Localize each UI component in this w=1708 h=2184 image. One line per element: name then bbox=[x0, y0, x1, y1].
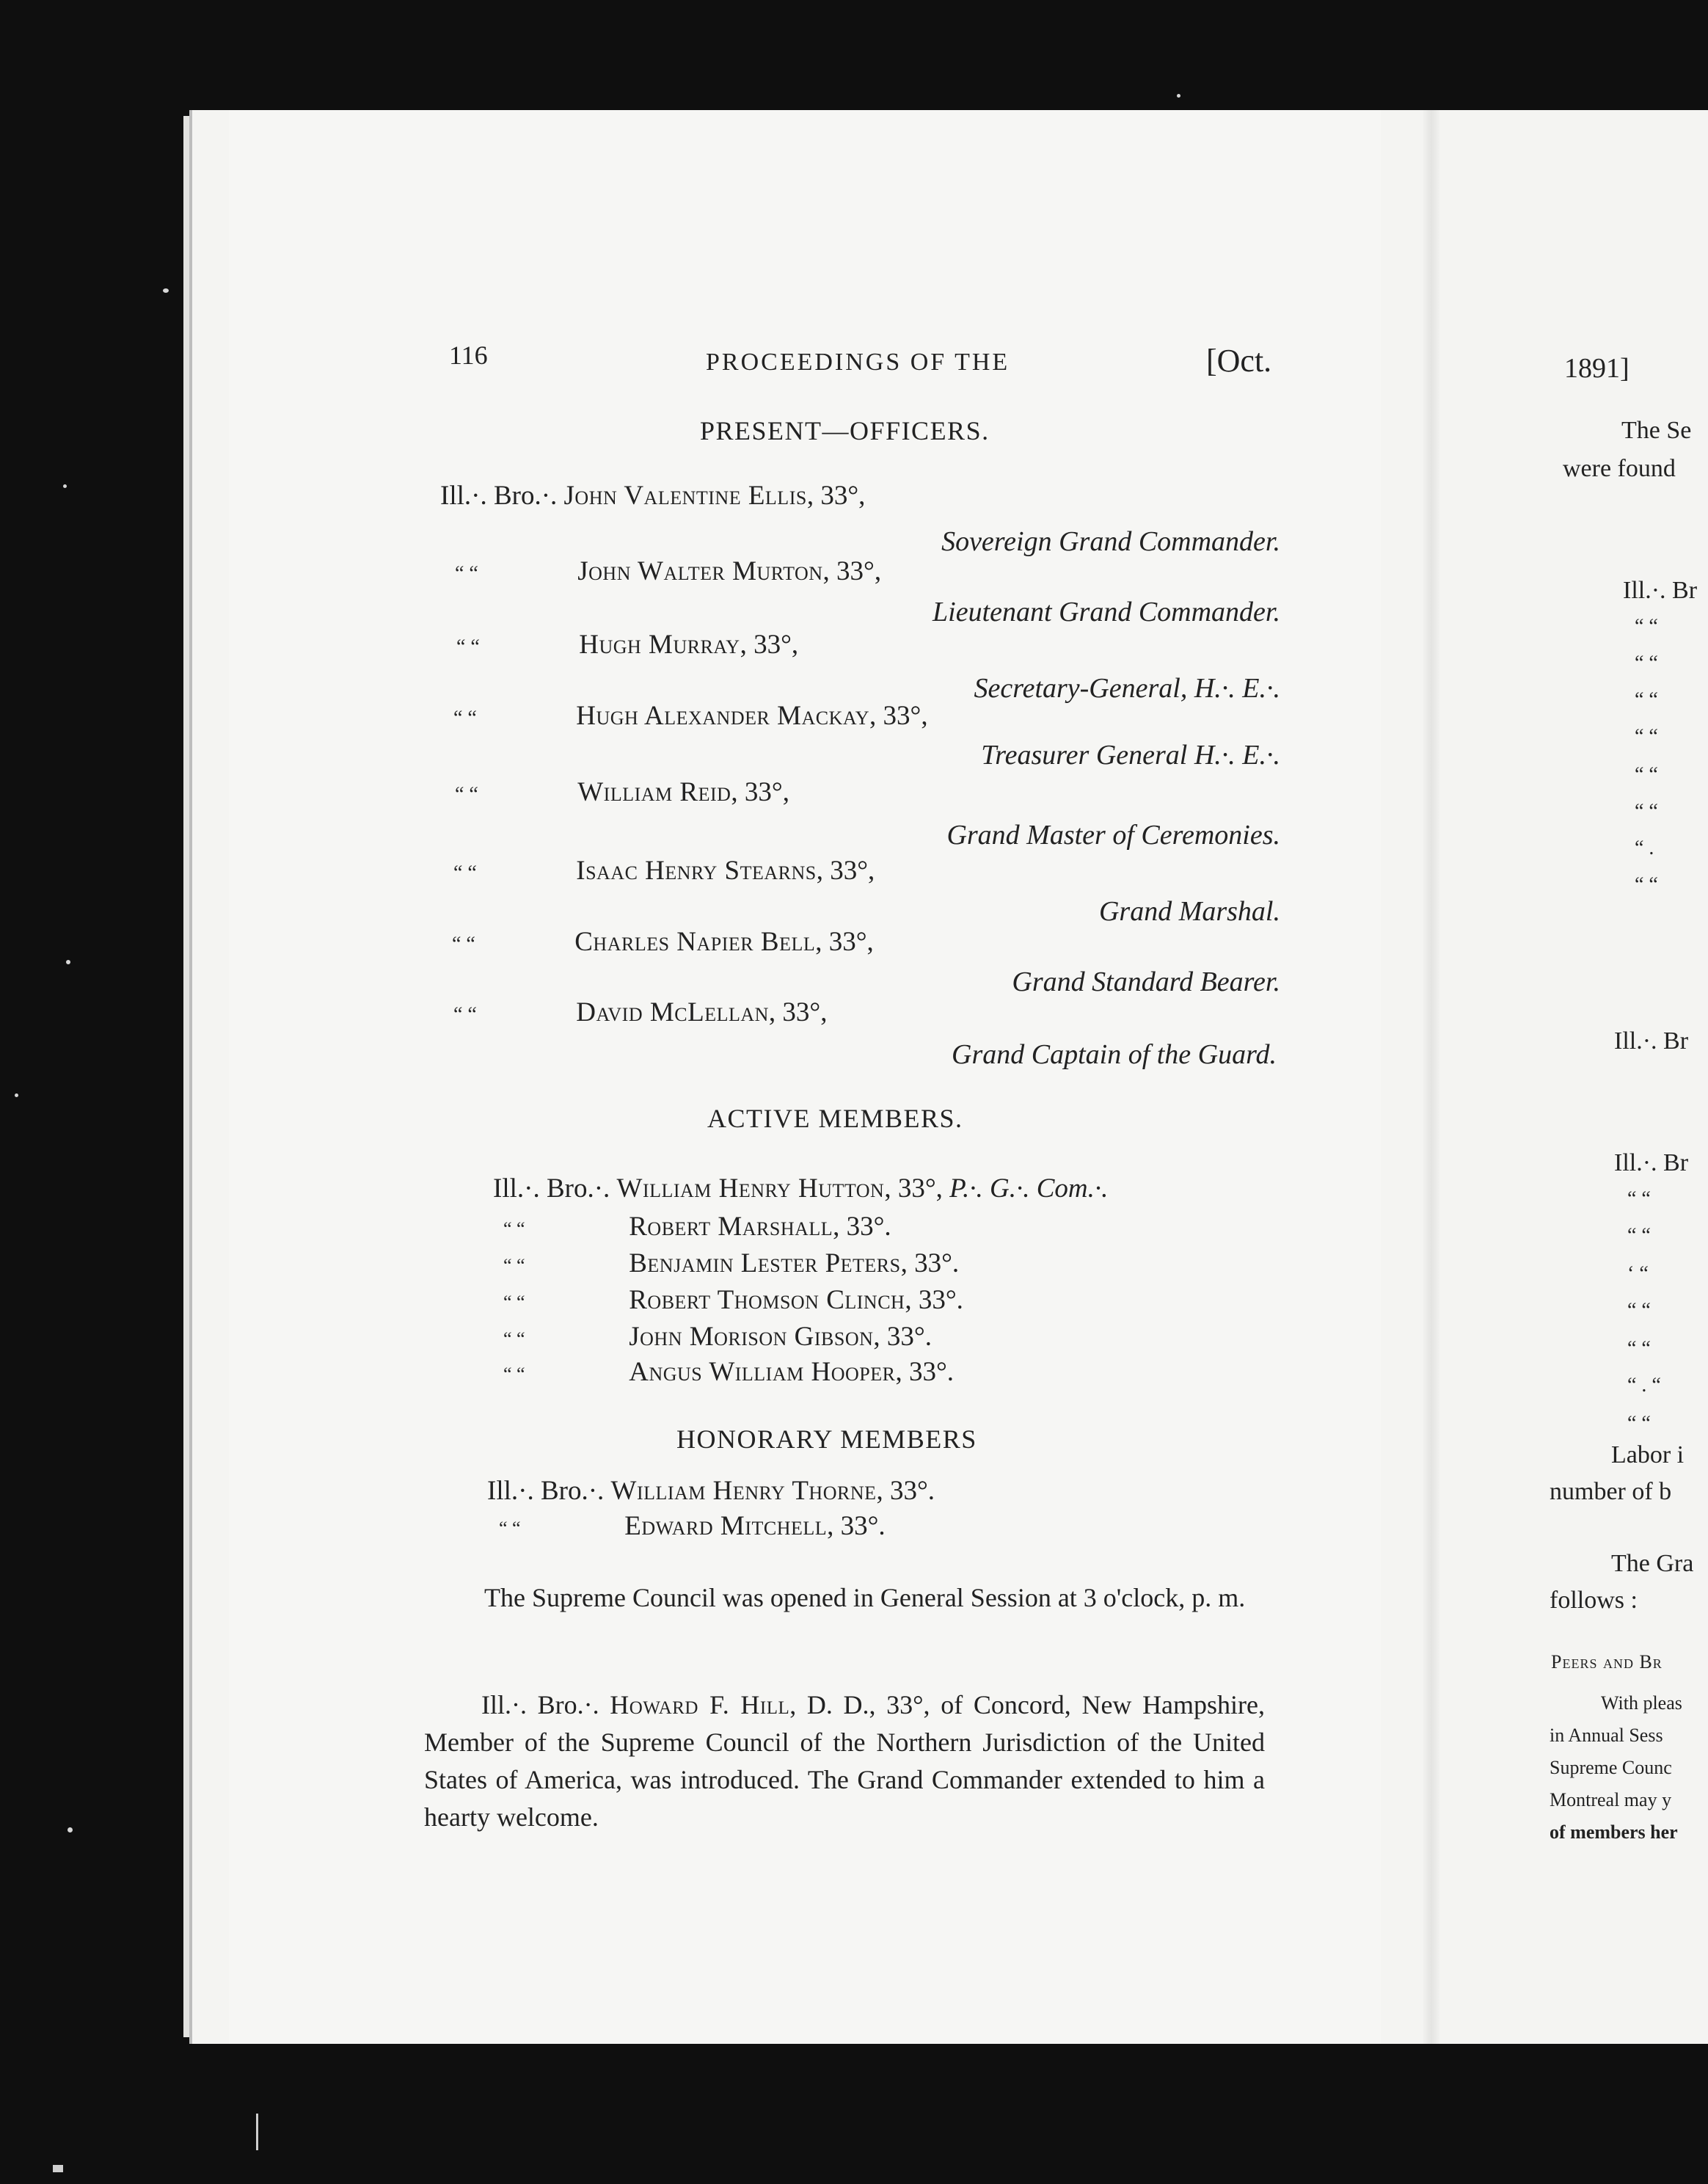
member-prefix: “ “ bbox=[499, 1518, 521, 1539]
right-single-line: Ill.·. Br bbox=[1614, 1027, 1689, 1055]
officer-line: “ “ Hugh Murray, 33°, bbox=[456, 630, 799, 660]
right-ditto: “ “ bbox=[1627, 1224, 1651, 1247]
right-ditto: “ . “ bbox=[1627, 1374, 1661, 1397]
right-small-line: Montreal may y bbox=[1550, 1789, 1672, 1810]
intro-prefix: Ill.·. Bro.·. bbox=[481, 1690, 599, 1719]
officer-name: John Walter Murton bbox=[577, 556, 823, 586]
officer-degree: 33°, bbox=[782, 997, 828, 1027]
right-small-line: Supreme Counc bbox=[1550, 1757, 1672, 1778]
officer-prefix: Ill.·. Bro.·. bbox=[440, 481, 558, 511]
intro-rest: , D. D., 33°, of Concord, New Hampshire, Member of the Supreme Council of the Northern Jurisdiction of the United States of America, was introduced. The Grand Commander extended to him a hearty welcome. bbox=[424, 1690, 1266, 1832]
officer-line: “ “ David McLellan, 33°, bbox=[453, 997, 828, 1027]
member-degree: 33°. bbox=[889, 1476, 935, 1506]
member-degree: 33°, bbox=[897, 1173, 943, 1204]
officer-title: Treasurer General H.·. E.·. bbox=[981, 740, 1280, 771]
officer-title: Grand Marshal. bbox=[1098, 896, 1280, 927]
member-degree: 33°. bbox=[840, 1511, 886, 1541]
member-prefix: “ “ bbox=[503, 1218, 525, 1240]
member-name: Edward Mitchell bbox=[624, 1511, 828, 1541]
film-scratch bbox=[53, 2165, 63, 2172]
right-small-line: With pleas bbox=[1601, 1692, 1682, 1714]
right-ditto: “ “ bbox=[1635, 800, 1658, 823]
officer-name: Hugh Alexander Mackay bbox=[576, 701, 870, 731]
member-degree: 33°. bbox=[918, 1285, 963, 1315]
film-scratch bbox=[256, 2114, 258, 2150]
officer-degree: 33°, bbox=[830, 856, 875, 886]
running-head: PROCEEDINGS OF THE bbox=[706, 349, 1010, 376]
session-paragraph bbox=[427, 1579, 1265, 1617]
film-speck bbox=[15, 1093, 18, 1097]
film-speck bbox=[1177, 94, 1180, 98]
officer-line: “ “ William Reid, 33°, bbox=[455, 777, 789, 807]
right-ditto: “ “ bbox=[1635, 763, 1658, 786]
member-name: William Henry Hutton bbox=[616, 1173, 885, 1204]
right-small-line: in Annual Sess bbox=[1550, 1725, 1663, 1746]
member-degree: 33°. bbox=[908, 1357, 954, 1387]
right-text-line: The Se bbox=[1621, 417, 1692, 444]
session-text: The Supreme Council was opened in General Session at 3 o'clock, p. m. bbox=[484, 1583, 1246, 1612]
member-line: “ “ Robert Marshall, 33°. bbox=[503, 1212, 891, 1242]
officer-degree: 33°, bbox=[820, 481, 866, 511]
film-speck bbox=[63, 484, 67, 488]
page-number: 116 bbox=[449, 341, 488, 370]
right-ditto: “ “ bbox=[1635, 725, 1658, 748]
member-degree: 33°. bbox=[886, 1322, 932, 1352]
member-line: Ill.·. Bro.·. William Henry Thorne, 33°. bbox=[487, 1476, 935, 1506]
officer-name: William Reid bbox=[577, 777, 731, 807]
member-line: “ “ Edward Mitchell, 33°. bbox=[499, 1511, 886, 1541]
officer-name: Isaac Henry Stearns bbox=[576, 856, 817, 886]
officer-degree: 33°, bbox=[753, 630, 799, 660]
running-date: [Oct. bbox=[1206, 343, 1272, 379]
officer-name: Hugh Murray bbox=[579, 630, 740, 660]
right-ditto: “ “ bbox=[1627, 1412, 1651, 1435]
officer-degree: 33°, bbox=[828, 927, 874, 957]
officer-prefix: “ “ bbox=[456, 636, 480, 658]
officer-prefix: “ “ bbox=[455, 562, 478, 585]
honorary-members-heading: HONORARY MEMBERS bbox=[676, 1424, 977, 1454]
member-prefix: Ill.·. Bro.·. bbox=[493, 1173, 610, 1204]
right-ditto: “ “ bbox=[1635, 652, 1658, 674]
member-name: Angus William Hooper bbox=[629, 1357, 896, 1387]
right-ditto: “ “ bbox=[1635, 873, 1658, 896]
officer-prefix: “ “ bbox=[453, 707, 477, 729]
member-prefix: “ “ bbox=[503, 1328, 525, 1350]
right-ditto: “ “ bbox=[1627, 1187, 1651, 1210]
officer-line: “ “ Isaac Henry Stearns, 33°, bbox=[453, 856, 875, 886]
right-ditto: “ “ bbox=[1635, 615, 1658, 638]
right-text-line: were found bbox=[1563, 455, 1676, 482]
member-line: “ “ John Morison Gibson, 33°. bbox=[503, 1322, 932, 1352]
member-line: “ “ Benjamin Lester Peters, 33°. bbox=[503, 1248, 960, 1278]
member-name: Robert Thomson Clinch bbox=[629, 1285, 905, 1315]
member-prefix: “ “ bbox=[503, 1255, 525, 1276]
officer-line: Ill.·. Bro.·. John Valentine Ellis, 33°, bbox=[440, 481, 866, 511]
right-running-date: 1891] bbox=[1564, 353, 1629, 384]
member-prefix: “ “ bbox=[503, 1292, 525, 1313]
right-ditto: ‘ “ bbox=[1627, 1262, 1649, 1285]
officer-prefix: “ “ bbox=[452, 933, 475, 956]
officer-title: Grand Standard Bearer. bbox=[1012, 967, 1280, 997]
member-line: “ “ Angus William Hooper, 33°. bbox=[503, 1357, 954, 1387]
right-small-line: of members her bbox=[1550, 1821, 1678, 1843]
right-list-first: Ill.·. Br bbox=[1614, 1149, 1689, 1176]
right-text-line: number of b bbox=[1550, 1478, 1672, 1505]
member-degree: 33°. bbox=[846, 1212, 891, 1242]
officer-name: John Valentine Ellis bbox=[563, 481, 807, 511]
member-name: William Henry Thorne bbox=[610, 1476, 877, 1506]
intro-name: Howard F. Hill bbox=[610, 1690, 790, 1719]
member-extra: P.·. G.·. Com.·. bbox=[949, 1173, 1109, 1204]
film-speck bbox=[67, 1827, 73, 1832]
member-prefix: Ill.·. Bro.·. bbox=[487, 1476, 605, 1506]
officer-name: Charles Napier Bell bbox=[574, 927, 816, 957]
officer-prefix: “ “ bbox=[453, 1003, 477, 1026]
officer-name: David McLellan bbox=[576, 997, 769, 1027]
officer-prefix: “ “ bbox=[453, 862, 477, 884]
officer-degree: 33°, bbox=[836, 556, 882, 586]
right-list-first: Ill.·. Br bbox=[1623, 577, 1698, 604]
film-speck bbox=[163, 288, 169, 293]
member-line: “ “ Robert Thomson Clinch, 33°. bbox=[503, 1285, 963, 1315]
officer-title: Sovereign Grand Commander. bbox=[941, 526, 1280, 557]
officer-title: Grand Master of Ceremonies. bbox=[946, 820, 1280, 851]
officer-title: Secretary-General, H.·. E.·. bbox=[974, 673, 1280, 704]
officer-line: “ “ Hugh Alexander Mackay, 33°, bbox=[453, 701, 928, 731]
officer-degree: 33°, bbox=[744, 777, 789, 807]
member-name: Benjamin Lester Peters bbox=[629, 1248, 901, 1278]
officer-prefix: “ “ bbox=[455, 783, 478, 806]
right-ditto: “ “ bbox=[1627, 1337, 1651, 1360]
right-ditto: “ “ bbox=[1627, 1299, 1651, 1322]
member-name: John Morison Gibson bbox=[629, 1322, 874, 1352]
officer-degree: 33°, bbox=[883, 701, 928, 731]
right-ditto: “ . bbox=[1635, 837, 1654, 859]
member-prefix: “ “ bbox=[503, 1364, 525, 1385]
officer-line: “ “ Charles Napier Bell, 33°, bbox=[452, 927, 874, 957]
right-text-line: Labor i bbox=[1611, 1441, 1685, 1468]
officer-line: “ “ John Walter Murton, 33°, bbox=[455, 556, 882, 586]
officer-title: Grand Captain of the Guard. bbox=[952, 1039, 1277, 1070]
member-degree: 33°. bbox=[914, 1248, 960, 1278]
right-text-line: The Gra bbox=[1611, 1550, 1694, 1577]
member-name: Robert Marshall bbox=[629, 1212, 833, 1242]
active-members-heading: ACTIVE MEMBERS. bbox=[707, 1104, 963, 1133]
right-small-heading: Peers and Br bbox=[1551, 1651, 1663, 1672]
right-text-line: follows : bbox=[1550, 1587, 1638, 1614]
introduction-paragraph bbox=[424, 1686, 1265, 1836]
present-officers-heading: PRESENT—OFFICERS. bbox=[700, 416, 990, 445]
officer-title: Lieutenant Grand Commander. bbox=[933, 597, 1280, 627]
right-ditto: “ “ bbox=[1635, 688, 1658, 711]
film-speck bbox=[66, 960, 70, 964]
member-line: Ill.·. Bro.·. William Henry Hutton, 33°, P.·. G.·. Com.·. bbox=[493, 1173, 1109, 1204]
book-gutter bbox=[1423, 110, 1439, 2044]
